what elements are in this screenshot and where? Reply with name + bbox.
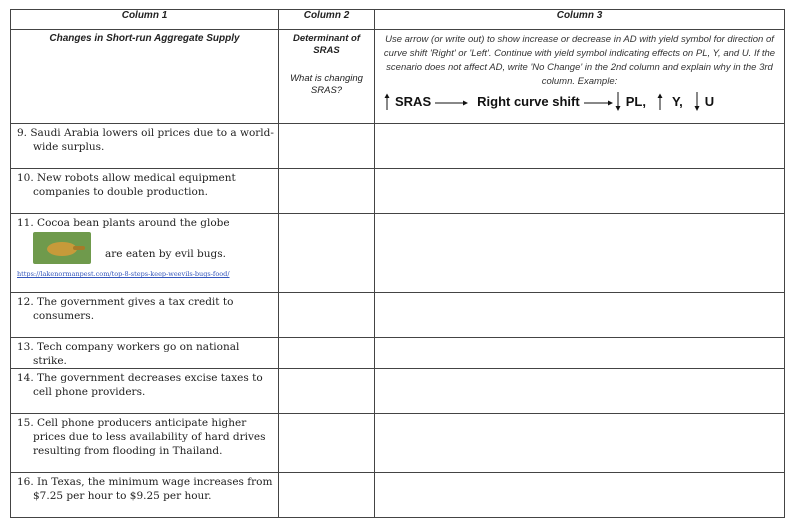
- down-arrow-icon: [693, 92, 701, 112]
- right-arrow-icon: [584, 97, 614, 107]
- table-row: [11, 214, 785, 293]
- header-column-1: Column 1: [11, 10, 279, 30]
- header-column-2: Column 2: [279, 10, 375, 30]
- determinant-title: Determinant of SRAS: [292, 33, 361, 56]
- table-row: [11, 169, 785, 214]
- scenario-text: 14. The government decreases excise taxes to cell phone providers.: [11, 369, 279, 414]
- weevil-photo: [33, 232, 91, 264]
- effect-answer-cell[interactable]: [375, 338, 785, 369]
- effect-answer-cell[interactable]: [375, 414, 785, 473]
- subheader-determinant: [279, 30, 375, 124]
- determinant-answer-cell[interactable]: [279, 473, 375, 518]
- example-shift: Right curve shift: [477, 94, 580, 109]
- subheader-changes-sras: Changes in Short-run Aggregate Supply: [11, 30, 279, 124]
- scenario-text-start: 11. Cocoa bean plants around the globe: [17, 217, 230, 229]
- example-line: [383, 92, 776, 112]
- up-arrow-icon: [383, 93, 391, 111]
- subheader-instructions: [375, 30, 785, 124]
- scenario-text: 16. In Texas, the minimum wage increases from $7.25 per hour to $9.25 per hour.: [11, 473, 279, 518]
- header-row: [11, 10, 785, 30]
- determinant-answer-cell[interactable]: [279, 214, 375, 293]
- scenario-text: [11, 214, 279, 293]
- example-y: Y,: [671, 94, 683, 109]
- example-u: U: [704, 94, 715, 109]
- table-row: [11, 369, 785, 414]
- right-arrow-icon: [435, 97, 469, 107]
- determinant-answer-cell[interactable]: [279, 293, 375, 338]
- up-arrow-icon: [656, 93, 664, 111]
- effect-answer-cell[interactable]: [375, 124, 785, 169]
- determinant-answer-cell[interactable]: [279, 369, 375, 414]
- effect-answer-cell[interactable]: [375, 369, 785, 414]
- table-row: [11, 473, 785, 518]
- table-row: [11, 414, 785, 473]
- scenario-text: 13. Tech company workers go on national strike.: [11, 338, 279, 369]
- header-column-3: Column 3: [375, 10, 785, 30]
- effect-answer-cell[interactable]: [375, 214, 785, 293]
- subheader-row: [11, 30, 785, 124]
- example-pl: PL,: [625, 94, 646, 109]
- table-row: [11, 124, 785, 169]
- effect-answer-cell[interactable]: [375, 293, 785, 338]
- scenario-text-end: are eaten by evil bugs.: [105, 248, 226, 260]
- scenario-text: 9. Saudi Arabia lowers oil prices due to a world-wide surplus.: [11, 124, 279, 169]
- table-row: [11, 293, 785, 338]
- determinant-answer-cell[interactable]: [279, 414, 375, 473]
- scenario-text: 10. New robots allow medical equipment companies to double production.: [11, 169, 279, 214]
- determinant-answer-cell[interactable]: [279, 338, 375, 369]
- instructions-text: Use arrow (or write out) to show increase or decrease in AD with yield symbol for direction of curve shift 'Right' or 'Left'. Continue with yield symbol indicating effects on PL, Y, and U. If the scenario does not affect AD, write 'No Change' in the 2nd column and explain why in the 3rd column. Example:: [383, 34, 776, 87]
- determinant-answer-cell[interactable]: [279, 169, 375, 214]
- source-link[interactable]: https://lakenormanpest.com/top-8-steps-keep-weevils-bugs-food/: [17, 270, 230, 278]
- determinant-question: What is changing SRAS?: [290, 73, 363, 96]
- determinant-answer-cell[interactable]: [279, 124, 375, 169]
- effect-answer-cell[interactable]: [375, 169, 785, 214]
- worksheet-table: [10, 9, 785, 518]
- example-sras: SRAS: [395, 94, 432, 109]
- down-arrow-icon: [614, 92, 622, 112]
- table-row: [11, 338, 785, 369]
- scenario-text: 15. Cell phone producers anticipate higher prices due to less availability of hard drives resulting from flooding in Thailand.: [11, 414, 279, 473]
- scenario-text: 12. The government gives a tax credit to consumers.: [11, 293, 279, 338]
- effect-answer-cell[interactable]: [375, 473, 785, 518]
- image-row: [33, 232, 274, 264]
